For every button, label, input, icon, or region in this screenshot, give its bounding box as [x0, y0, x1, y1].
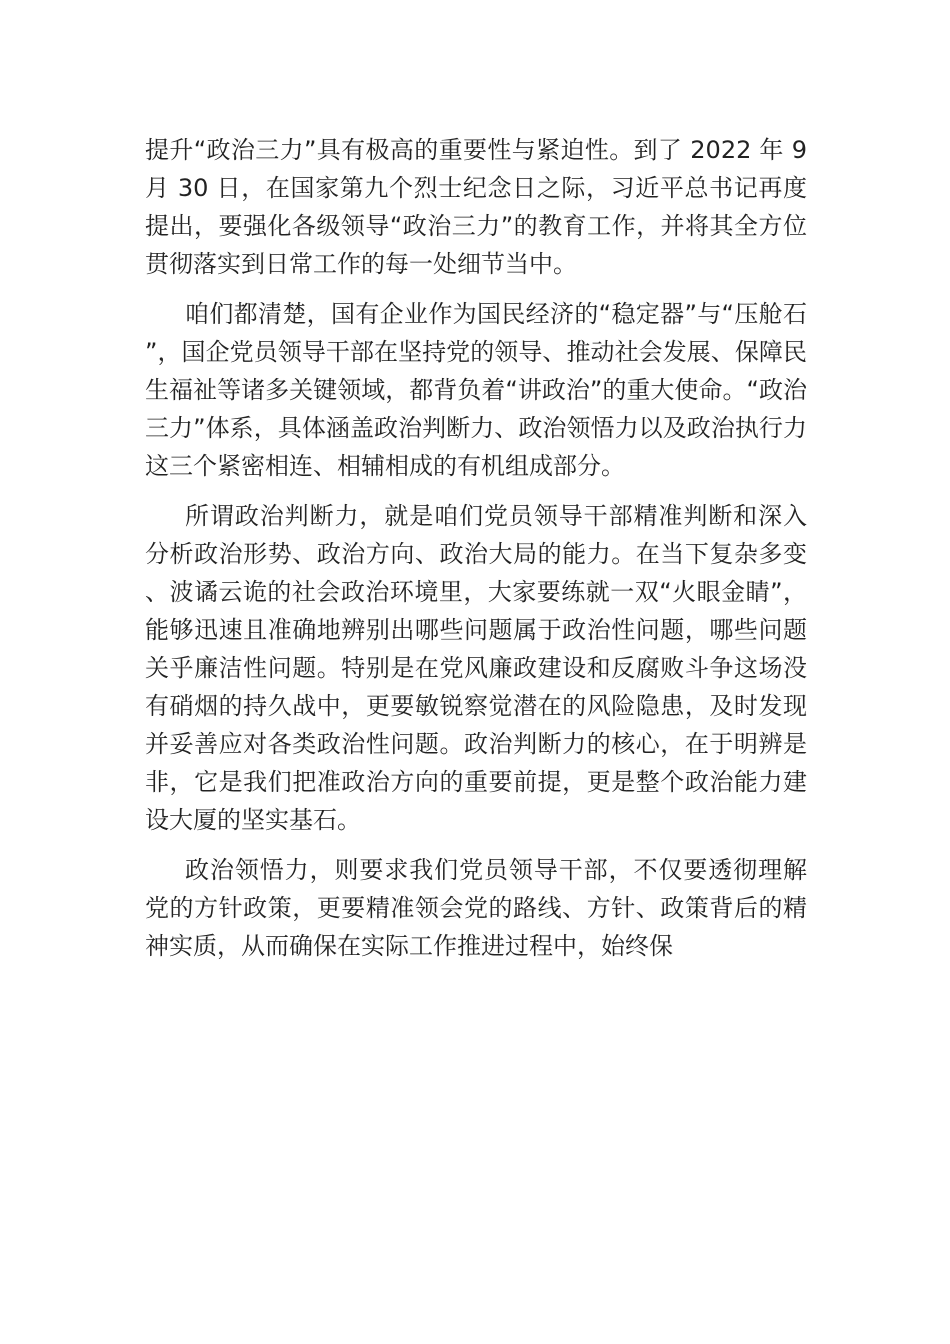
- paragraph-3: 所谓政治判断力，就是咱们党员领导干部精准判断和深入分析政治形势、政治方向、政治大局的能力。在当下复杂多变、波谲云诡的社会政治环境里，大家要练就一双“火眼金睛”，能够迅速且准确地辨别出哪些问题属于政治性问题，哪些问题关乎廉洁性问题。特别是在党风廉政建设和反腐败斗争这场没有硝烟的持久战中，更要敏锐察觉潜在的风险隐患，及时发现并妥善应对各类政治性问题。政治判断力的核心，在于明辨是非，它是我们把准政治方向的重要前提，更是整个政治能力建设大厦的坚实基石。: [145, 502, 807, 834]
- paragraph-1: 提升“政治三力”具有极高的重要性与紧迫性。到了 2022 年 9 月 30 日，在国家第九个烈士纪念日之际，习近平总书记再度提出，要强化各级领导“政治三力”的教育工作，并将其全方位贯彻落实到日常工作的每一处细节当中。: [145, 136, 807, 278]
- paragraph-4: 政治领悟力，则要求我们党员领导干部，不仅要透彻理解党的方针政策，更要精准领会党的路线、方针、政策背后的精神实质，从而确保在实际工作推进过程中，始终保: [145, 856, 807, 960]
- paragraph-2: 咱们都清楚，国有企业作为国民经济的“稳定器”与“压舱石”，国企党员领导干部在坚持党的领导、推动社会发展、保障民生福祉等诸多关键领域，都背负着“讲政治”的重大使命。“政治三力”体系，具体涵盖政治判断力、政治领悟力以及政治执行力这三个紧密相连、相辅相成的有机组成部分。: [145, 300, 807, 480]
- document-body: [145, 131, 807, 977]
